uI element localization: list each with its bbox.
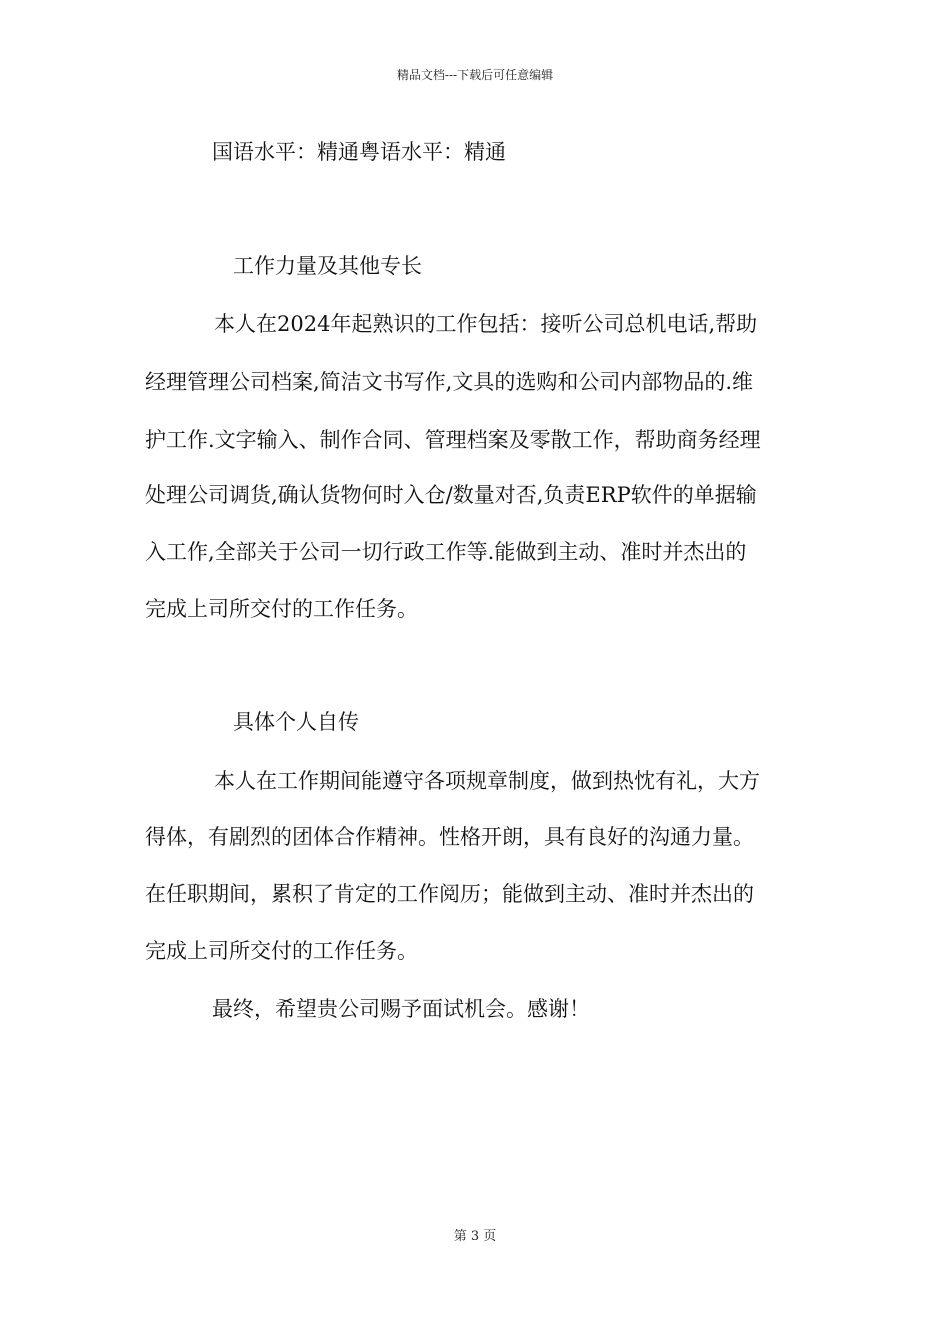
skills-paragraph-line: 护工作.文字输入、制作合同、管理档案及零散工作，帮助商务经理 — [145, 428, 761, 452]
skills-paragraph-line: 经理管理公司档案,简洁文书写作,文具的选购和公司内部物品的.维 — [145, 370, 754, 394]
bio-paragraph-line: 完成上司所交付的工作任务。 — [145, 939, 418, 963]
skills-paragraph-line: 本人在2024年起熟识的工作包括：接听公司总机电话,帮助 — [214, 312, 758, 336]
skills-paragraph-line: 处理公司调货,确认货物何时入仓/数量对否,负责ERP软件的单据输 — [145, 483, 757, 507]
language-proficiency: 国语水平：精通粤语水平：精通 — [212, 140, 506, 164]
skills-paragraph-line: 完成上司所交付的工作任务。 — [145, 597, 418, 621]
closing-line: 最终，希望贵公司赐予面试机会。感谢！ — [212, 997, 590, 1021]
section-heading-bio: 具体个人自传 — [233, 710, 359, 734]
bio-paragraph-line: 得体，有剧烈的团体合作精神。性格开朗，具有良好的沟通力量。 — [145, 825, 754, 849]
skills-paragraph-line: 入工作,全部关于公司一切行政工作等.能做到主动、准时并杰出的 — [145, 540, 747, 564]
bio-paragraph-line: 在任职期间，累积了肯定的工作阅历；能做到主动、准时并杰出的 — [145, 882, 754, 906]
page-header: 精品文档---下载后可任意编辑 — [396, 68, 554, 82]
page-number: 第 3 页 — [453, 1229, 497, 1244]
bio-paragraph-line: 本人在工作期间能遵守各项规章制度，做到热忱有礼，大方 — [214, 769, 760, 793]
section-heading-skills: 工作力量及其他专长 — [233, 254, 422, 278]
